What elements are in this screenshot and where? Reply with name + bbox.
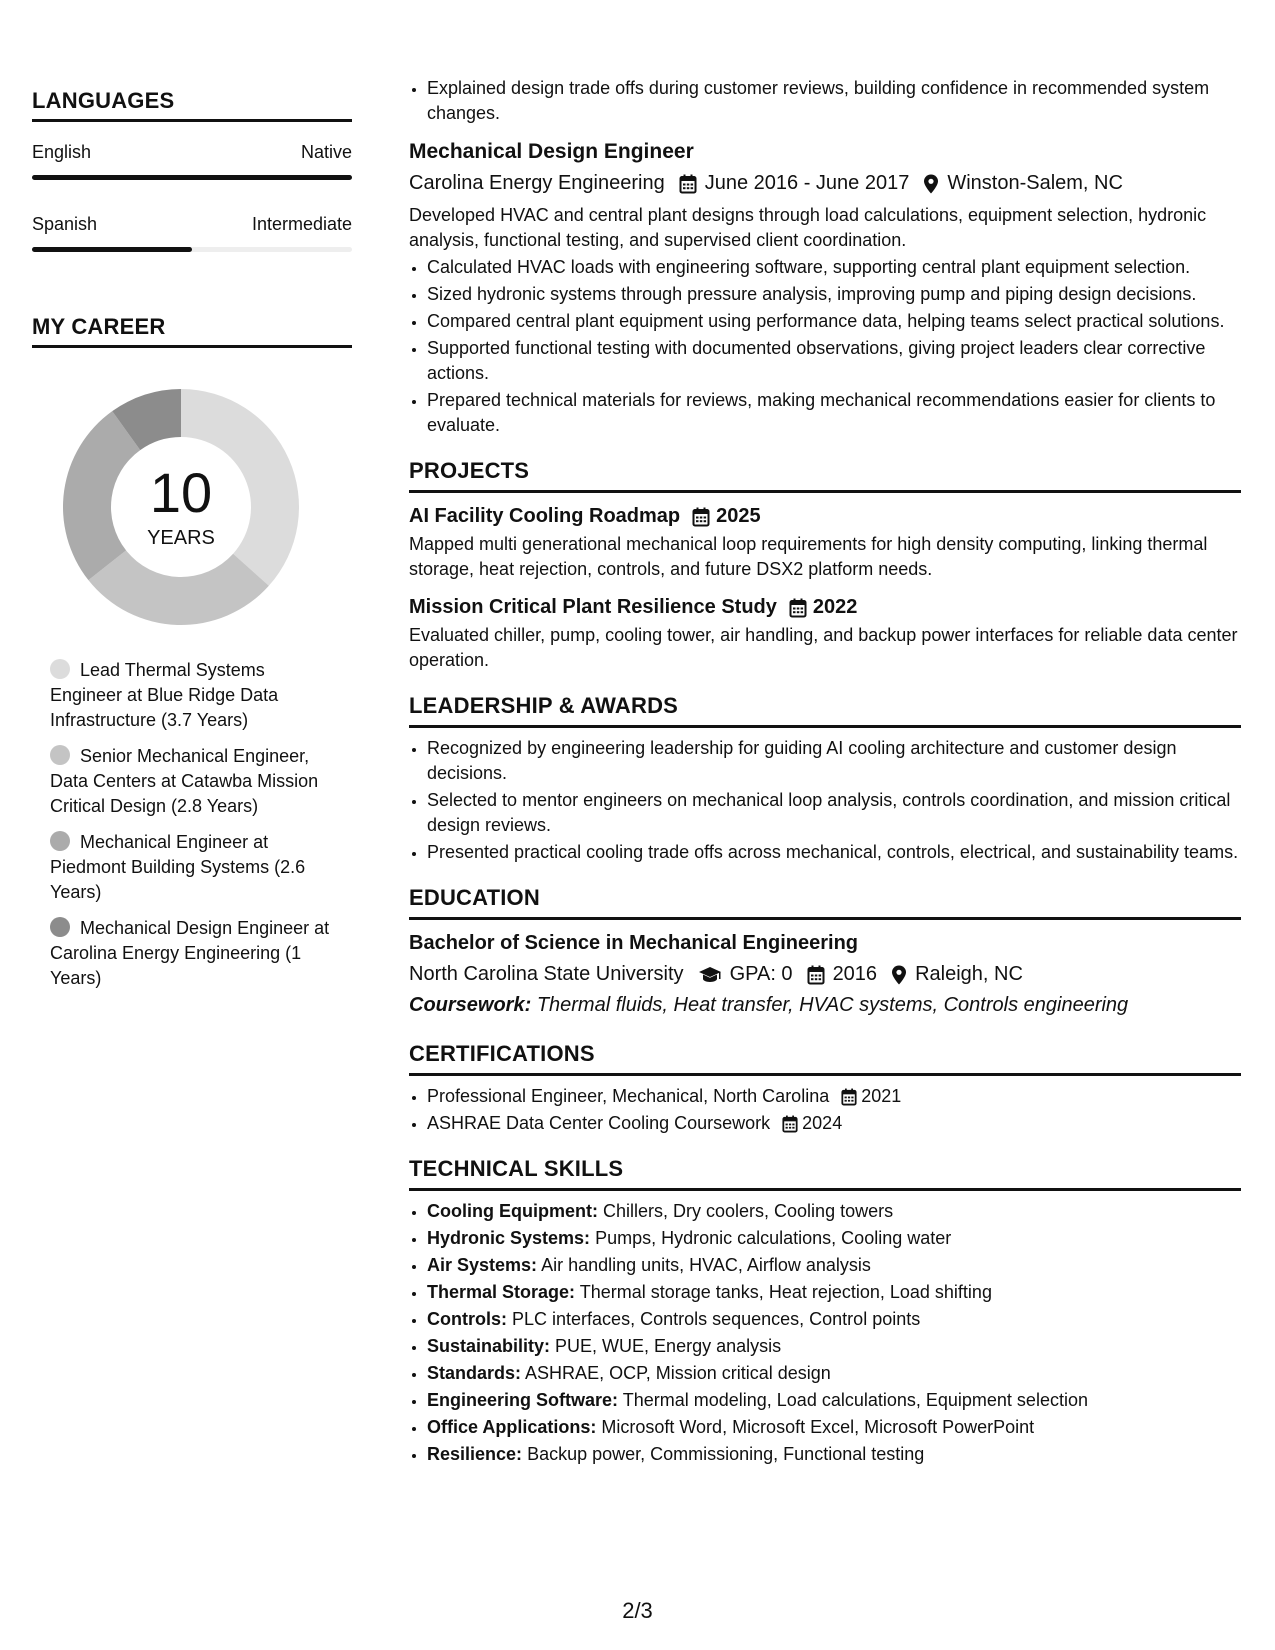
- location-pin-icon: [891, 965, 907, 985]
- bullet-item: • Supported functional testing with documented observations, giving project leaders clear corrective actions.: [427, 336, 1241, 386]
- job-meta: [409, 172, 1241, 195]
- job-bullets: [409, 255, 1241, 438]
- skill-label: Resilience:: [427, 1444, 523, 1464]
- certification-year: 2021: [861, 1086, 902, 1106]
- skill-item: [427, 1226, 1241, 1251]
- legend-item: [50, 830, 340, 905]
- location-pin-icon: [923, 174, 939, 194]
- calendar-icon: [692, 507, 710, 527]
- legend-dot: [50, 745, 70, 765]
- language-proficiency-fill: [32, 175, 352, 180]
- skill-value: Backup power, Commissioning, Functional testing: [527, 1444, 925, 1464]
- certifications-section: [409, 1041, 1241, 1136]
- skill-item: [427, 1253, 1241, 1278]
- skill-item: [427, 1415, 1241, 1440]
- skill-item: [427, 1334, 1241, 1359]
- skill-value: PUE, WUE, Energy analysis: [555, 1336, 782, 1356]
- coursework-list: Thermal fluids, Heat transfer, HVAC systems, Controls engineering: [536, 994, 1129, 1016]
- job-summary: Developed HVAC and central plant designs through load calculations, equipment selection, hydronic analysis, functional testing, and supervised client coordination.: [409, 205, 1207, 250]
- skill-label: Air Systems:: [427, 1255, 538, 1275]
- calendar-icon: [782, 1115, 798, 1133]
- career-legend: [50, 658, 340, 991]
- skill-value: Microsoft Word, Microsoft Excel, Microsoft PowerPoint: [601, 1417, 1035, 1437]
- education-meta: [409, 963, 1241, 986]
- main-content: [409, 76, 1241, 1469]
- certification-year: 2024: [802, 1113, 843, 1133]
- experience-continued-bullets: [409, 76, 1241, 126]
- language-name: English: [32, 142, 92, 162]
- project-title: AI Facility Cooling Roadmap: [409, 505, 681, 527]
- career-heading: MY CAREER: [32, 314, 352, 348]
- language-name: Spanish: [32, 214, 98, 234]
- education-year: 2016: [832, 963, 878, 985]
- bullet-item: • Recognized by engineering leadership for guiding AI cooling architecture and customer design decisions.: [427, 736, 1241, 786]
- leadership-heading: LEADERSHIP & AWARDS: [409, 693, 1241, 728]
- project-year: 2025: [716, 505, 761, 527]
- languages-heading: LANGUAGES: [32, 88, 352, 122]
- skill-item: [427, 1280, 1241, 1305]
- legend-label: Mechanical Engineer at Piedmont Building Systems (2.6 Years): [50, 832, 306, 902]
- skill-value: Thermal storage tanks, Heat rejection, Load shifting: [579, 1282, 992, 1302]
- skill-value: Chillers, Dry coolers, Cooling towers: [603, 1201, 894, 1221]
- career-donut-chart: [56, 382, 306, 632]
- education-heading: EDUCATION: [409, 885, 1241, 920]
- skills-section: [409, 1156, 1241, 1467]
- legend-label: Lead Thermal Systems Engineer at Blue Ridge Data Infrastructure (3.7 Years): [50, 660, 279, 730]
- skill-value: Air handling units, HVAC, Airflow analysis: [541, 1255, 871, 1275]
- skill-label: Controls:: [427, 1309, 507, 1329]
- language-item: [32, 142, 352, 180]
- job-company: Carolina Energy Engineering: [409, 172, 665, 194]
- legend-item: [50, 744, 340, 819]
- certification-item: [427, 1084, 1241, 1109]
- calendar-icon: [841, 1088, 857, 1106]
- calendar-icon: [679, 174, 697, 194]
- skill-label: Office Applications:: [427, 1417, 597, 1437]
- leadership-section: [409, 693, 1241, 865]
- skills-heading: TECHNICAL SKILLS: [409, 1156, 1241, 1191]
- job-title: Mechanical Design Engineer: [409, 140, 694, 163]
- project-title: Mission Critical Plant Resilience Study: [409, 596, 777, 618]
- bullet-item: • Compared central plant equipment using performance data, helping teams select practical solutions.: [427, 309, 1241, 334]
- career-unit: YEARS: [147, 526, 215, 549]
- skill-value: Pumps, Hydronic calculations, Cooling water: [595, 1228, 952, 1248]
- project-description: Mapped multi generational mechanical loop requirements for high density computing, linking thermal storage, heat rejection, controls, and future DSX2 platform needs.: [409, 534, 1208, 579]
- page-number: 2/3: [622, 1598, 653, 1623]
- bullet-item: • Selected to mentor engineers on mechanical loop analysis, controls coordination, and mission critical design reviews.: [427, 788, 1241, 838]
- language-proficiency-bar: [32, 175, 352, 180]
- skill-item: [427, 1442, 1241, 1467]
- project-description: Evaluated chiller, pump, cooling tower, air handling, and backup power interfaces for reliable data center operation.: [409, 625, 1238, 670]
- skill-value: ASHRAE, OCP, Mission critical design: [525, 1363, 831, 1383]
- legend-dot: [50, 659, 70, 679]
- language-proficiency-fill: [32, 247, 192, 252]
- legend-dot: [50, 831, 70, 851]
- job-location: Winston-Salem, NC: [947, 172, 1123, 194]
- language-level: Native: [300, 142, 352, 162]
- project-title-row: [409, 505, 1241, 528]
- skill-label: Standards:: [427, 1363, 522, 1383]
- project-year: 2022: [812, 596, 858, 618]
- graduation-cap-icon: [698, 966, 722, 984]
- skill-label: Hydronic Systems:: [427, 1228, 591, 1248]
- legend-label: Senior Mechanical Engineer, Data Centers at Catawba Mission Critical Design (2.8 Years): [50, 746, 319, 816]
- education-gpa: GPA: 0: [729, 963, 793, 985]
- projects-heading: PROJECTS: [409, 458, 1241, 493]
- calendar-icon: [789, 598, 807, 618]
- bullet-item: • Explained design trade offs during customer reviews, building confidence in recommended system changes.: [427, 76, 1241, 126]
- legend-label: Mechanical Design Engineer at Carolina Energy Engineering (1 Years): [50, 918, 330, 988]
- certifications-list: [409, 1084, 1241, 1136]
- legend-item: [50, 658, 340, 733]
- skill-label: Cooling Equipment:: [427, 1201, 598, 1221]
- skill-item: [427, 1199, 1241, 1224]
- certification-name: • ASHRAE Data Center Cooling Coursework: [427, 1113, 771, 1133]
- certifications-heading: CERTIFICATIONS: [409, 1041, 1241, 1076]
- bullet-item: • Sized hydronic systems through pressure analysis, improving pump and piping design decisions.: [427, 282, 1241, 307]
- skill-item: [427, 1307, 1241, 1332]
- skill-label: Sustainability:: [427, 1336, 551, 1356]
- job-dates: June 2016 - June 2017: [704, 172, 910, 194]
- job-entry: [409, 140, 1241, 438]
- skill-label: Engineering Software:: [427, 1390, 619, 1410]
- career-section: [32, 314, 352, 991]
- skill-item: [427, 1388, 1241, 1413]
- projects-section: [409, 458, 1241, 673]
- language-proficiency-bar: [32, 247, 352, 252]
- calendar-icon: [807, 965, 825, 985]
- skill-value: Thermal modeling, Load calculations, Equipment selection: [622, 1390, 1088, 1410]
- certification-name: • Professional Engineer, Mechanical, North Carolina: [427, 1086, 830, 1106]
- legend-item: [50, 916, 340, 991]
- bullet-item: • Presented practical cooling trade offs across mechanical, controls, electrical, and sustainability teams.: [427, 840, 1241, 865]
- bullet-item: • Calculated HVAC loads with engineering software, supporting central plant equipment selection.: [427, 255, 1241, 280]
- language-level: Intermediate: [251, 214, 352, 234]
- skill-label: Thermal Storage:: [427, 1282, 576, 1302]
- education-section: [409, 885, 1241, 1017]
- career-total-years: 10: [149, 460, 213, 524]
- language-item: [32, 214, 352, 252]
- education-degree: Bachelor of Science in Mechanical Engineering: [409, 932, 859, 954]
- certification-item: [427, 1111, 1241, 1136]
- education-school: North Carolina State University: [409, 963, 684, 985]
- project-title-row: [409, 596, 1241, 619]
- skill-item: [427, 1361, 1241, 1386]
- skill-value: PLC interfaces, Controls sequences, Control points: [512, 1309, 921, 1329]
- education-coursework: [409, 994, 1241, 1017]
- bullet-item: • Prepared technical materials for reviews, making mechanical recommendations easier for clients to evaluate.: [427, 388, 1241, 438]
- coursework-label: Coursework:: [409, 994, 532, 1016]
- skills-list: [409, 1199, 1241, 1467]
- sidebar: [32, 88, 352, 1002]
- leadership-list: [409, 736, 1241, 865]
- legend-dot: [50, 917, 70, 937]
- education-location: Raleigh, NC: [915, 963, 1023, 985]
